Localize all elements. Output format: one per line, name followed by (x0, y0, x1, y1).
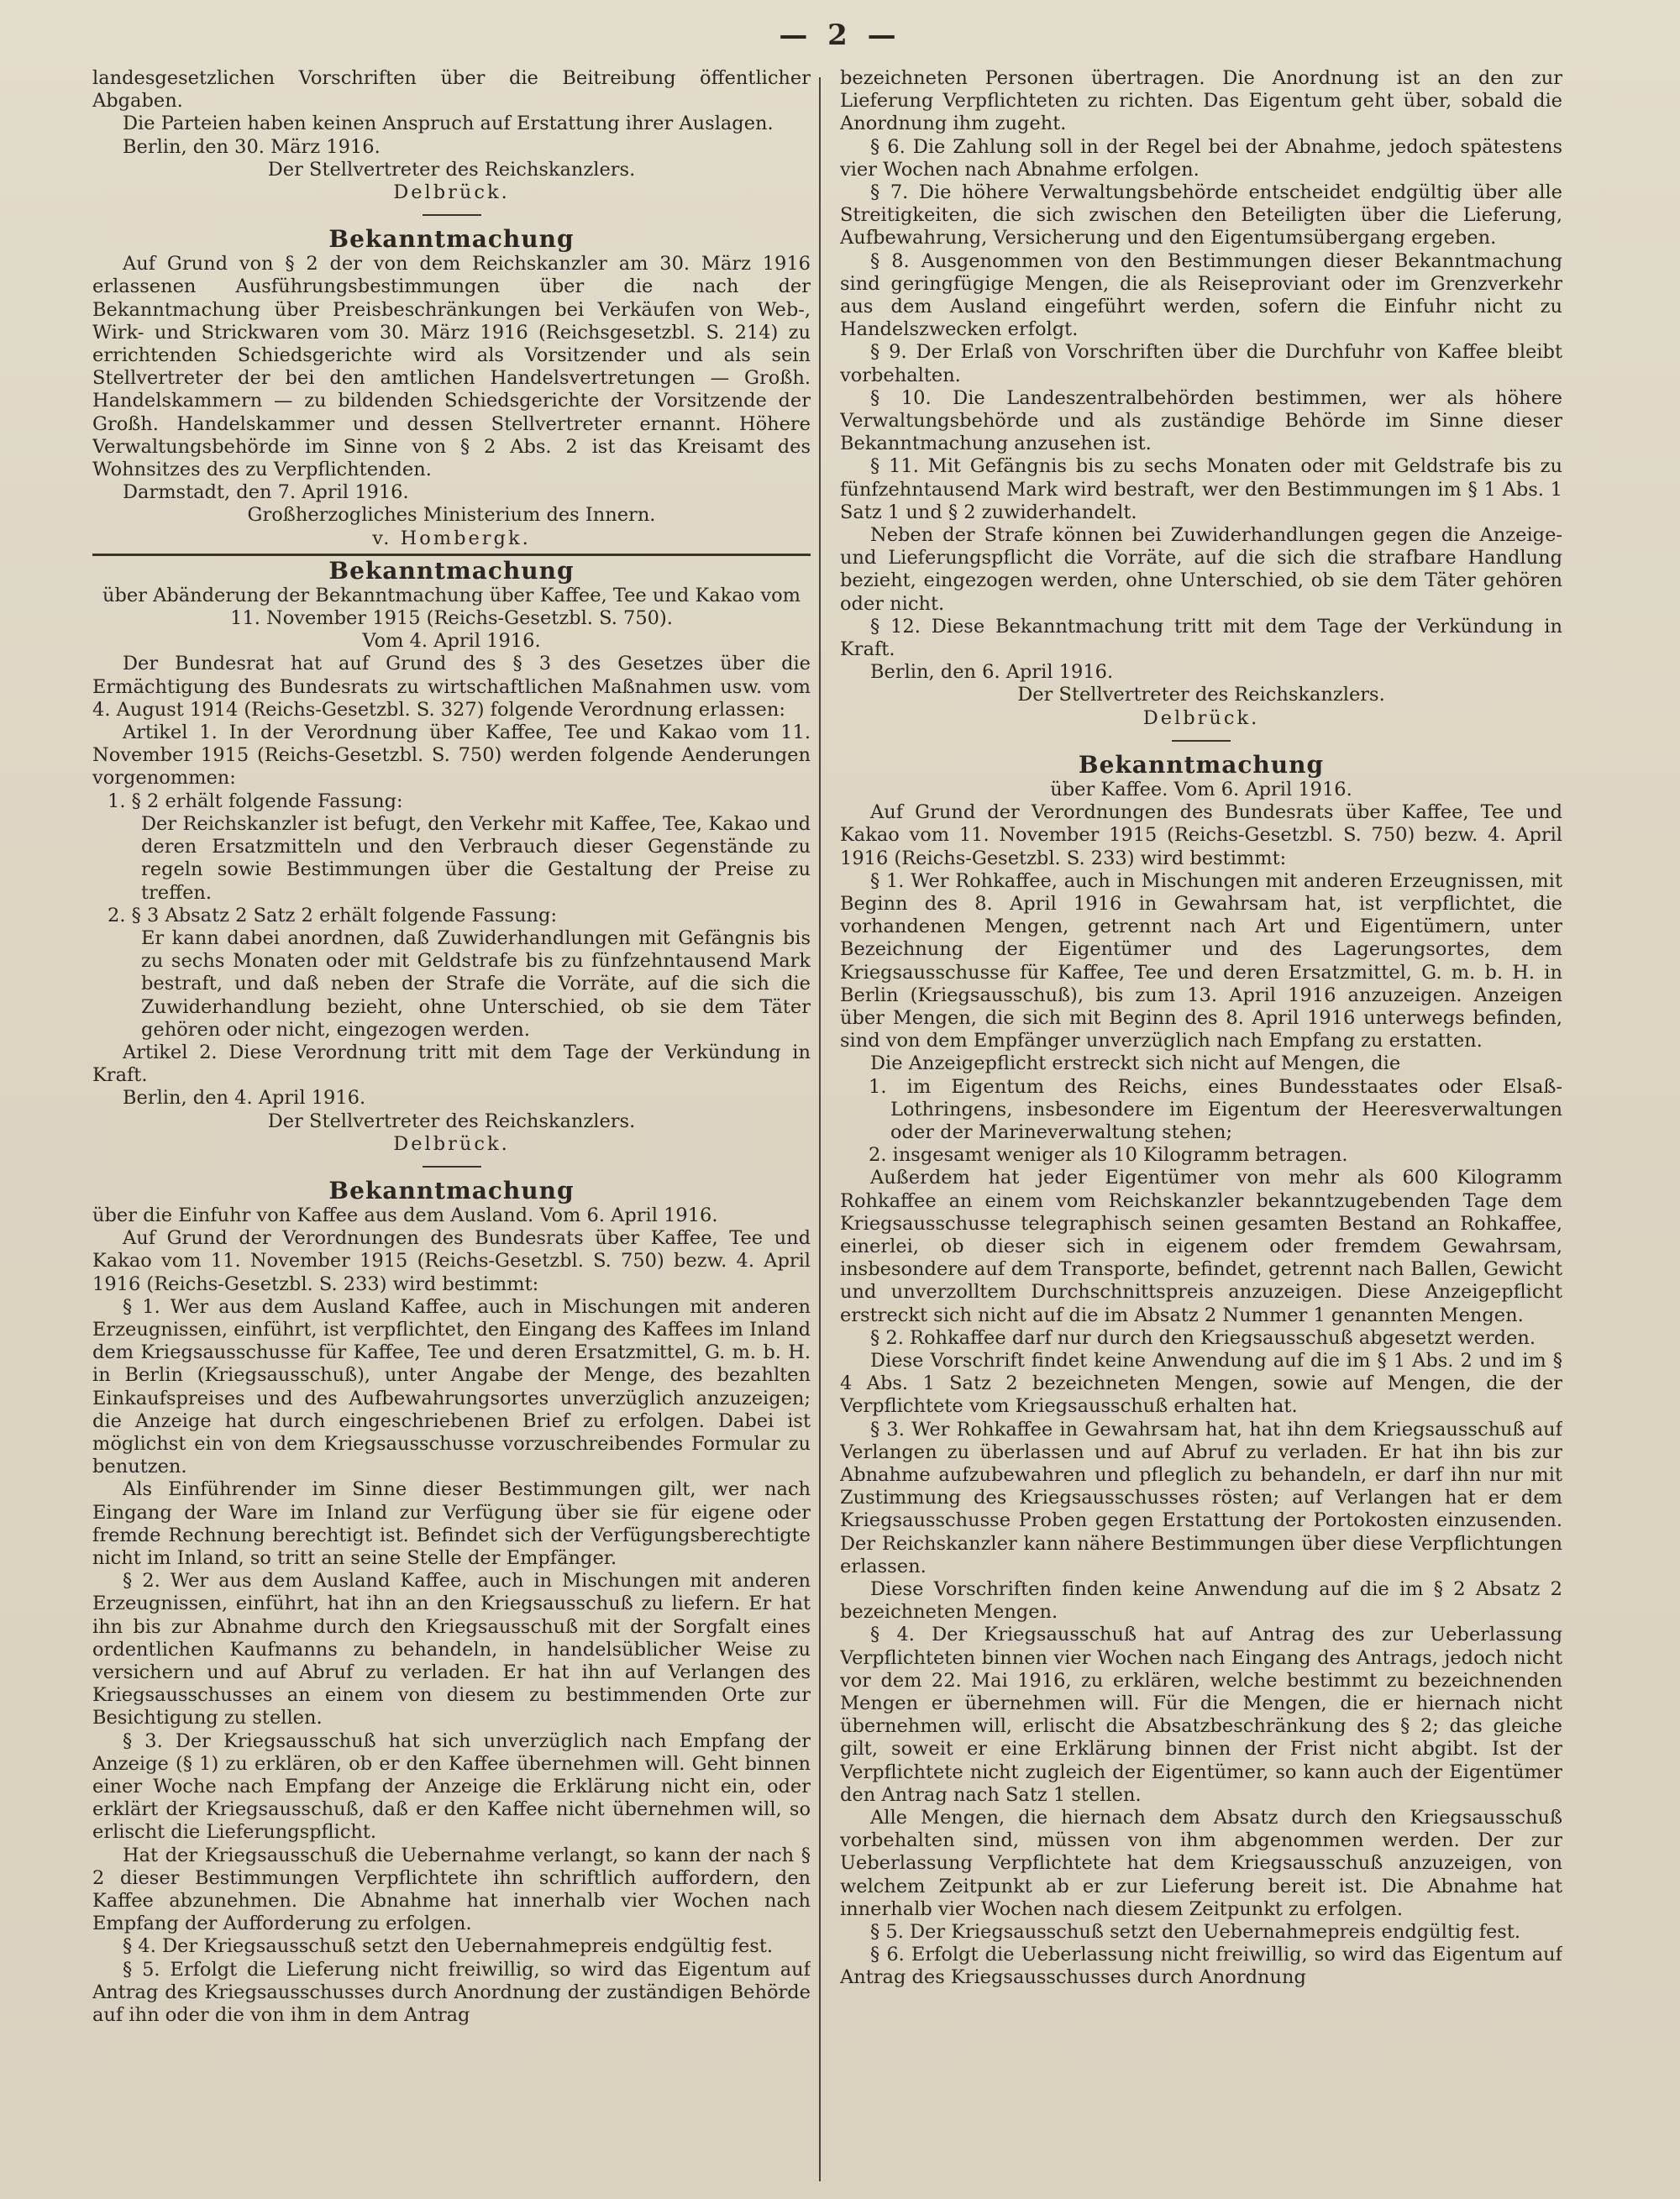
section-heading: Bekanntmachung (328, 556, 575, 585)
paragraph: landesgesetzlichen Vorschriften über die Beitreibung öffentlicher Abgaben. (92, 67, 811, 113)
paragraph: § 1. Wer Rohkaffee, auch in Mischungen mit anderen Erzeugnissen, mit Beginn des 8. April 1916 in Gewahrsam hat, ist verpflichtet, die vorhandenen Mengen, getrennt nach Art und Eigentümern, unter Bezeichnung der Eigentümer und des Lagerungsortes, dem Kriegsausschusse für Kaffee, Tee und deren Ersatzmittel, G. m. b. H. in Berlin (Kriegsausschuß), bis zum 13. April 1916 anzuzeigen. Anzeigen über Mengen, die sich mit Beginn des 8. April 1916 unterwegs befinden, sind von dem Empfänger unverzüglich nach Empfang zu erstatten. (840, 869, 1562, 1052)
centered-line: Der Stellvertreter des Reichskanzlers. (267, 1110, 636, 1132)
dateline: Berlin, den 6. April 1916. (870, 661, 1114, 684)
list-item: 2. § 3 Absatz 2 Satz 2 erhält folgende Fassung: (108, 904, 558, 926)
numbered-item: 2. insgesamt weniger als 10 Kilogramm betragen. (869, 1144, 1348, 1167)
centered-line: Vom 4. April 1916. (362, 630, 541, 653)
paragraph: § 5. Erfolgt die Lieferung nicht freiwillig, so wird das Eigentum auf Antrag des Kriegsausschusses durch Anordnung der zuständigen Behörde auf ihn oder die von ihm in dem Antrag (92, 1958, 811, 2027)
paragraph: Die Anzeigepflicht erstreckt sich nicht auf Mengen, die (870, 1052, 1401, 1075)
paragraph: Der Bundesrat hat auf Grund des § 3 des Gesetzes über die Ermächtigung des Bundesrats zu wirtschaftlichen Maßnahmen usw. vom 4. August 1914 (Reichs-Gesetzbl. S. 327) folgende Verordnung erlassen: (92, 653, 811, 721)
dateline: Berlin, den 30. März 1916. (123, 135, 381, 158)
paragraph: Als Einführender im Sinne dieser Bestimmungen gilt, wer nach Eingang der Ware im Inland zur Verfügung über sie für eigene oder fremde Rechnung berechtigt ist. Befindet sich der Verfügungsberechtigte nicht im Inland, so tritt an seine Stelle der Empfänger. (92, 1478, 811, 1569)
paragraph: § 1. Wer aus dem Ausland Kaffee, auch in Mischungen mit anderen Erzeugnissen, einführt, ist verpflichtet, den Eingang des Kaffees im Inland dem Kriegsausschusse für Kaffee, Tee und deren Ersatzmittel, G. m. b. H. in Berlin (Kriegsausschuß), unter Angabe der Menge, des bezahlten Einkaufspreises und des Aufbewahrungsortes unverzüglich anzuzeigen; die Anzeige hat durch eingeschriebenen Brief zu erfolgen. Dabei ist möglichst ein von dem Kriegsausschusse vorzuschreibendes Formular zu benutzen. (92, 1295, 811, 1478)
paragraph: § 6. Erfolgt die Ueberlassung nicht freiwillig, so wird das Eigentum auf Antrag des Kriegsausschusses durch Anordnung (840, 1944, 1562, 1989)
list-item-text: Er kann dabei anordnen, daß Zuwiderhandlungen mit Gefängnis bis zu sechs Monaten oder mit Geldstrafe bis zu fünfzehntausend Mark bestraft, und daß neben der Strafe die Vorräte, auf die sich die Zuwiderhandlung bezieht, ohne Unterschied, ob sie dem Täter gehören oder nicht, eingezogen werden. (141, 926, 811, 1041)
paragraph: Artikel 2. Diese Verordnung tritt mit dem Tage der Verkündung in Kraft. (92, 1041, 811, 1087)
dateline: Berlin, den 4. April 1916. (123, 1087, 366, 1110)
section-separator (423, 214, 481, 216)
signature: Delbrück. (393, 1132, 510, 1155)
paragraph: § 2. Wer aus dem Ausland Kaffee, auch in Mischungen mit anderen Erzeugnissen, einführt, hat ihn an den Kriegsausschuß zu liefern. Er hat ihn bis zur Abnahme durch den Kriegsausschuß mit der Sorgfalt eines ordentlichen Kaufmanns zu behandeln, in handelsüblicher Weise zu versichern und auf Abruf zu verladen. Er hat ihn auf Verlangen des Kriegsausschusses an einem von diesem zu bestimmenden Orte zur Besichtigung zu stellen. (92, 1570, 811, 1729)
paragraph: über die Einfuhr von Kaffee aus dem Ausland. Vom 6. April 1916. (92, 1204, 718, 1226)
paragraph: Diese Vorschriften finden keine Anwendung auf die im § 2 Absatz 2 bezeichneten Mengen. (840, 1578, 1562, 1624)
page-number: — 2 — (779, 18, 901, 52)
section-heading: Bekanntmachung (1078, 750, 1325, 779)
paragraph: Diese Vorschrift findet keine Anwendung auf die im § 1 Abs. 2 und im § 4 Abs. 1 Satz 2 bezeichneten Mengen, sowie auf Mengen, die der Verpflichtete vom Kriegsausschuß erhalten hat. (840, 1349, 1562, 1418)
list-item-text: Der Reichskanzler ist befugt, den Verkehr mit Kaffee, Tee, Kakao und deren Ersatzmitteln und den Verbrauch dieser Gegenstände zu regeln sowie Bestimmungen über die Gestaltung der Preise zu treffen. (141, 812, 811, 904)
paragraph: § 3. Wer Rohkaffee in Gewahrsam hat, hat ihn dem Kriegsausschuß auf Verlangen zu überlassen und auf Abruf zu verladen. Er hat ihn bis zur Abnahme aufzubewahren und pfleglich zu behandeln, er darf ihn nur mit Zustimmung des Kriegsausschusses rösten; auf Verlangen hat er dem Kriegsausschusse Proben gegen Erstattung der Portokosten einzusenden. Der Reichskanzler kann nähere Bestimmungen über diese Verpflichtungen erlassen. (840, 1418, 1562, 1577)
paragraph: § 9. Der Erlaß von Vorschriften über die Durchfuhr von Kaffee bleibt vorbehalten. (840, 341, 1562, 386)
centered-line: Großherzogliches Ministerium des Innern. (247, 504, 656, 527)
signature: Delbrück. (393, 181, 510, 204)
dateline: Darmstadt, den 7. April 1916. (123, 481, 409, 504)
signature: Delbrück. (1142, 706, 1260, 729)
list-item: 1. § 2 erhält folgende Fassung: (108, 790, 403, 812)
paragraph: § 6. Die Zahlung soll in der Regel bei der Abnahme, jedoch spätestens vier Wochen nach Abnahme erfolgen. (840, 135, 1562, 181)
paragraph: § 3. Der Kriegsausschuß hat sich unverzüglich nach Empfang der Anzeige (§ 1) zu erklären, ob er den Kaffee übernehmen will. Geht binnen einer Woche nach Empfang der Anzeige die Erklärung nicht ein, oder erklärt der Kriegsausschuß, daß er den Kaffee nicht übernehmen will, so erlischt die Lieferungspflicht. (92, 1729, 811, 1844)
section-heading: Bekanntmachung (328, 225, 575, 254)
paragraph: § 10. Die Landeszentralbehörden bestimmen, wer als höhere Verwaltungsbehörde und als zuständige Behörde im Sinne dieser Bekanntmachung anzusehen ist. (840, 386, 1562, 455)
paragraph: Auf Grund der Verordnungen des Bundesrats über Kaffee, Tee und Kakao vom 11. November 1915 (Reichs-Gesetzbl. S. 750) bezw. 4. April 1916 (Reichs-Gesetzbl. S. 233) wird bestimmt: (840, 801, 1562, 869)
paragraph: bezeichneten Personen übertragen. Die Anordnung ist an den zur Lieferung Verpflichteten zu richten. Das Eigentum geht über, sobald die Anordnung ihm zugeht. (840, 67, 1562, 135)
paragraph: Außerdem hat jeder Eigentümer von mehr als 600 Kilogramm Rohkaffee an einem vom Reichskanzler bekanntzugebenden Tage dem Kriegsausschusse telegraphisch seinen gesamten Bestand an Rohkaffee, einerlei, ob dieser sich in eigenem oder fremdem Gewahrsam, insbesondere auf dem Transporte, befindet, getrennt nach Ballen, Gewicht und unverzolltem Durchschnittspreis anzuzeigen. Diese Anzeigepflicht erstreckt sich nicht auf die im Absatz 2 Nummer 1 genannten Mengen. (840, 1167, 1562, 1326)
signature: v. Hombergk. (372, 527, 531, 549)
paragraph: § 11. Mit Gefängnis bis zu sechs Monaten oder mit Geldstrafe bis zu fünfzehntausend Mark wird bestraft, wer den Bestimmungen im § 1 Abs. 1 Satz 1 und § 2 zuwiderhandelt. (840, 455, 1562, 523)
section-separator (423, 1166, 481, 1168)
paragraph: § 12. Diese Bekanntmachung tritt mit dem Tage der Verkündung in Kraft. (840, 615, 1562, 661)
column-divider (819, 77, 821, 2181)
paragraph: Hat der Kriegsausschuß die Uebernahme verlangt, so kann der nach § 2 dieser Bestimmungen Verpflichtete ihn schriftlich auffordern, den Kaffee abzunehmen. Die Abnahme hat innerhalb vier Wochen nach Empfang der Aufforderung zu erfolgen. (92, 1844, 811, 1935)
right-column (840, 67, 1562, 2184)
paragraph: Artikel 1. In der Verordnung über Kaffee, Tee und Kakao vom 11. November 1915 (Reichs-Gesetzbl. S. 750) werden folgende Aenderungen vorgenommen: (92, 722, 811, 790)
paragraph: § 8. Ausgenommen von den Bestimmungen dieser Bekanntmachung sind geringfügige Mengen, die als Reiseproviant oder im Grenzverkehr aus dem Ausland eingeführt werden, sofern die Einfuhr nicht zu Handelszwecken erfolgt. (840, 249, 1562, 341)
numbered-item: 1. im Eigentum des Reichs, eines Bundesstaates oder Elsaß-Lothringens, insbesondere im Eigentum der Heeresverwaltungen oder der Marineverwaltung stehen; (869, 1075, 1562, 1143)
section-separator (1172, 740, 1231, 742)
centered-line: über Kaffee. Vom 6. April 1916. (1050, 778, 1352, 800)
paragraph: Neben der Strafe können bei Zuwiderhandlungen gegen die Anzeige- und Lieferungspflicht die Vorräte, auf die sich die strafbare Handlung bezieht, eingezogen werden, ohne Unterschied, ob sie dem Täter gehören oder nicht. (840, 524, 1562, 615)
paragraph: Die Parteien haben keinen Anspruch auf Erstattung ihrer Auslagen. (123, 113, 774, 135)
left-column (92, 67, 811, 2184)
paragraph: Auf Grund von § 2 der von dem Reichskanzler am 30. März 1916 erlassenen Ausführungsbestimmungen über die nach der Bekanntmachung über Preisbeschränkungen bei Verkäufen von Web-, Wirk- und Strickwaren vom 30. März 1916 (Reichsgesetzbl. S. 214) zu errichtenden Schiedsgerichte wird als Vorsitzender und als sein Stellvertreter der bei den amtlichen Handelsvertretungen — Großh. Handelskammern — zu bildenden Schiedsgerichte der Vorsitzende der Großh. Handelskammer und dessen Stellvertreter ernannt. Höhere Verwaltungsbehörde im Sinne von § 2 Abs. 2 ist das Kreisamt des Wohnsitzes des zu Verpflichtenden. (92, 253, 811, 481)
paragraph: Auf Grund der Verordnungen des Bundesrats über Kaffee, Tee und Kakao vom 11. November 1915 (Reichs-Gesetzbl. S. 750) bezw. 4. April 1916 (Reichs-Gesetzbl. S. 233) wird bestimmt: (92, 1227, 811, 1295)
paragraph: Alle Mengen, die hiernach dem Absatz durch den Kriegsausschuß vorbehalten sind, müssen von ihm abgenommen werden. Der zur Ueberlassung Verpflichtete hat dem Kriegsausschuß anzuzeigen, von welchem Zeitpunkt ab er zur Lieferung bereit ist. Die Abnahme hat innerhalb vier Wochen nach diesem Zeitpunkt zu erfolgen. (840, 1807, 1562, 1920)
paragraph: § 4. Der Kriegsausschuß setzt den Uebernahmepreis endgültig fest. (123, 1935, 774, 1958)
paragraph: § 2. Rohkaffee darf nur durch den Kriegsausschuß abgesetzt werden. (870, 1326, 1536, 1349)
section-rule (92, 554, 811, 556)
paragraph: § 4. Der Kriegsausschuß hat auf Antrag des zur Ueberlassung Verpflichteten binnen vier Wochen nach Eingang des Antrags, jedoch nicht vor dem 22. Mai 1916, zu erklären, welche bestimmt zu bezeichnenden Mengen er übernehmen will. Für die Mengen, die er hiernach nicht übernehmen will, erlischt die Absatzbeschränkung des § 2; das gleiche gilt, soweit er eine Erklärung binnen der Frist nicht abgibt. Ist der Verpflichtete nicht zugleich der Eigentümer, so kann auch der Eigentümer den Antrag nach Satz 1 stellen. (840, 1624, 1562, 1806)
centered-line: Der Stellvertreter des Reichskanzlers. (1017, 684, 1385, 706)
section-heading: Bekanntmachung (328, 1176, 575, 1204)
paragraph: § 5. Der Kriegsausschuß setzt den Uebernahmepreis endgültig fest. (870, 1921, 1521, 1944)
paragraph: § 7. Die höhere Verwaltungsbehörde entscheidet endgültig über alle Streitigkeiten, die sich zwischen den Beteiligten über die Lieferung, Aufbewahrung, Versicherung und den Eigentumsübergang ergeben. (840, 181, 1562, 249)
centered-line: über Abänderung der Bekanntmachung über Kaffee, Tee und Kakao vom 11. November 1915 (Reichs-Gesetzbl. S. 750). (102, 584, 801, 630)
centered-line: Der Stellvertreter des Reichskanzlers. (267, 158, 636, 181)
